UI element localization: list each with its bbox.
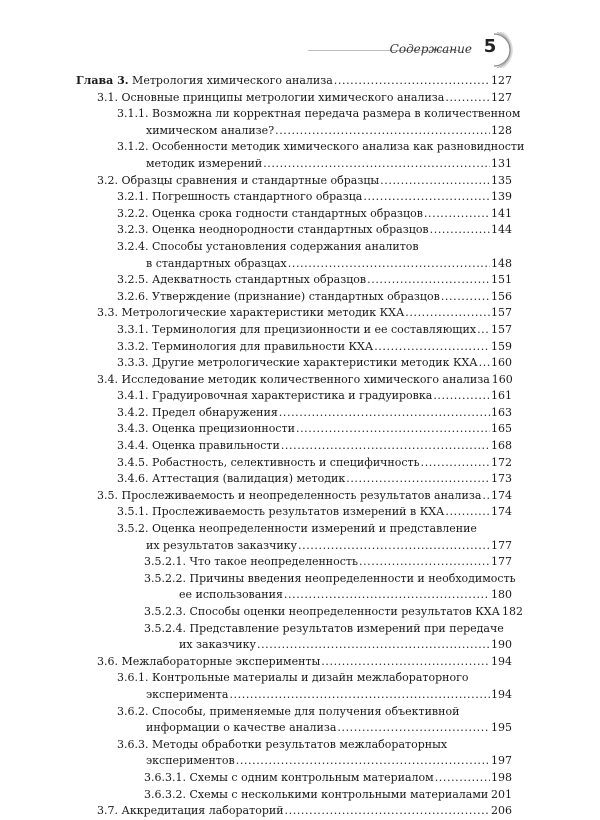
dot-leader xyxy=(367,272,490,289)
toc-entry-continuation xyxy=(0,156,600,173)
toc-entry-page: 194 xyxy=(491,654,512,668)
toc-entry-title: Аккредитация лабораторий xyxy=(118,804,284,818)
toc-entry-title: Основные принципы метрологии химического анализа xyxy=(118,90,445,104)
toc-entry-number: 3.5.2.4. xyxy=(144,621,186,635)
toc-entry-title: Другие метрологические характеристики методик КХА xyxy=(148,356,478,370)
dot-leader xyxy=(363,189,490,206)
toc-entry-number: 3.4. xyxy=(97,372,118,386)
toc-entry xyxy=(0,670,600,687)
toc-entry xyxy=(0,770,600,787)
toc-entry-title-continued: их заказчику xyxy=(179,638,256,652)
toc-entry-number: 3.2.2. xyxy=(117,206,149,220)
toc-entry-page: 201 xyxy=(491,787,512,801)
chapter-page: 127 xyxy=(491,74,512,87)
toc-entry-number: 3.3.3. xyxy=(117,356,149,370)
toc-entry-title: Аттестация (валидация) методик xyxy=(148,472,346,486)
toc-entry-number: 3.6.3.2. xyxy=(144,787,186,801)
toc-entry xyxy=(0,787,600,804)
dot-leader xyxy=(445,504,490,521)
toc-entry-number: 3.2.4. xyxy=(117,239,149,253)
toc-entry-number: 3.5.1. xyxy=(117,505,149,519)
toc-entry-title: Межлабораторные эксперименты xyxy=(118,654,321,668)
toc-entry-number: 3.6.3.1. xyxy=(144,770,186,784)
toc-entry-page: 195 xyxy=(491,721,512,735)
toc-entry-page: 156 xyxy=(491,289,512,303)
dot-leader xyxy=(288,256,490,273)
toc-entry-page: 168 xyxy=(491,439,512,453)
toc-entry xyxy=(0,621,600,638)
toc-entry-page: 139 xyxy=(491,190,512,204)
dot-leader xyxy=(296,421,490,438)
toc-entry-page: 157 xyxy=(491,322,512,336)
toc-entry-title: Оценка правильности xyxy=(148,439,280,453)
toc-entry-number: 3.4.1. xyxy=(117,389,149,403)
dot-leader xyxy=(433,388,490,405)
toc-entry xyxy=(0,405,600,422)
toc-entry-page: 198 xyxy=(491,770,512,784)
toc-entry xyxy=(0,289,600,306)
toc-entry-number: 3.6.2. xyxy=(117,704,149,718)
toc-entry-page: 180 xyxy=(491,588,512,602)
dot-leader xyxy=(405,305,490,322)
dot-leader xyxy=(380,173,490,190)
toc-entry-title-continued: экспериментов xyxy=(146,754,235,768)
toc-entry xyxy=(0,305,600,322)
toc-entry xyxy=(0,471,600,488)
toc-entry-page: 173 xyxy=(491,472,512,486)
toc-entry xyxy=(0,521,600,538)
dot-leader xyxy=(489,787,490,804)
toc-entry xyxy=(0,571,600,588)
toc-entry xyxy=(0,355,600,372)
toc-entry-title: Оценка срока годности стандартных образцов xyxy=(148,206,423,220)
toc-entry-page: 194 xyxy=(491,687,512,701)
dot-leader xyxy=(441,289,490,306)
toc-entry-continuation xyxy=(0,587,600,604)
dot-leader xyxy=(477,322,490,339)
dot-leader xyxy=(257,637,490,654)
toc-entry-title-continued: методик измерений xyxy=(146,156,263,170)
toc-entry-continuation xyxy=(0,637,600,654)
toc-entry-title: Методы обработки результатов межлабораторных xyxy=(148,737,448,751)
chapter-title: Метрология химического анализа xyxy=(128,74,333,87)
toc-chapter xyxy=(0,73,600,90)
toc-entry-number: 3.3.2. xyxy=(117,339,149,353)
toc-entry-page: 128 xyxy=(491,123,512,137)
toc-entry-number: 3.7. xyxy=(97,804,118,818)
toc-entry xyxy=(0,189,600,206)
table-of-contents xyxy=(0,73,600,820)
toc-entry-number: 3.4.6. xyxy=(117,472,149,486)
toc-entry-page: 172 xyxy=(491,455,512,469)
toc-entry xyxy=(0,90,600,107)
toc-entry xyxy=(0,554,600,571)
toc-entry-title-continued: химическом анализе? xyxy=(146,123,275,137)
dot-leader xyxy=(229,687,490,704)
toc-entry xyxy=(0,803,600,820)
toc-entry-title: Способы установления содержания аналитов xyxy=(148,239,419,253)
toc-entry xyxy=(0,704,600,721)
chapter-label: Глава 3. xyxy=(76,74,129,87)
toc-entry-title: Утверждение (признание) стандартных образцов xyxy=(148,289,440,303)
toc-entry-title: Образцы сравнения и стандартные образцы xyxy=(118,173,380,187)
toc-entry-continuation xyxy=(0,123,600,140)
toc-entry xyxy=(0,488,600,505)
dot-leader xyxy=(285,803,490,820)
toc-entry xyxy=(0,322,600,339)
dot-leader xyxy=(435,770,490,787)
toc-entry-continuation xyxy=(0,720,600,737)
toc-entry-title: Представление результатов измерений при передаче xyxy=(185,621,504,635)
toc-entry-title: Оценка неоднородности стандартных образцов xyxy=(148,223,429,237)
toc-entry-number: 3.4.4. xyxy=(117,439,149,453)
dot-leader xyxy=(374,339,490,356)
toc-entry-number: 3.6.1. xyxy=(117,671,149,685)
dot-leader xyxy=(284,587,490,604)
toc-entry-title: Что такое неопределенность xyxy=(185,555,358,569)
toc-entry-continuation xyxy=(0,256,600,273)
toc-entry xyxy=(0,173,600,190)
toc-entry-number: 3.5.2.3. xyxy=(144,605,186,618)
toc-entry-title-continued: эксперимента xyxy=(146,687,229,701)
toc-entry-number: 3.1.1. xyxy=(117,107,149,121)
dot-leader xyxy=(359,554,490,571)
toc-entry-title: Способы, применяемые для получения объективной xyxy=(148,704,460,718)
toc-entry-page: 141 xyxy=(491,206,512,220)
toc-entry-title-continued: в стандартных образцах xyxy=(146,256,287,270)
dot-leader xyxy=(482,488,490,505)
running-header xyxy=(0,32,600,62)
toc-entry-page: 161 xyxy=(491,389,512,403)
toc-entry-title: Оценка неопределенности измерений и представление xyxy=(148,522,477,536)
dot-leader xyxy=(479,355,490,372)
toc-entry-title-continued: ее использования xyxy=(179,588,283,602)
toc-entry-title: Исследование методик количественного химического анализа xyxy=(118,372,490,386)
toc-entry xyxy=(0,206,600,223)
toc-entry-number: 3.5.2.1. xyxy=(144,555,186,569)
toc-entry-page: 190 xyxy=(491,638,512,652)
toc-entry-page: 182 xyxy=(501,605,523,618)
toc-entry-number: 3.1.2. xyxy=(117,140,149,154)
toc-entry xyxy=(0,106,600,123)
toc-entry-title: Способы оценки неопределенности результатов КХА xyxy=(185,605,500,618)
toc-entry xyxy=(0,272,600,289)
dot-leader xyxy=(281,438,490,455)
dot-leader xyxy=(421,455,490,472)
toc-entry xyxy=(0,654,600,671)
dot-leader xyxy=(430,222,490,239)
toc-entry-page: 131 xyxy=(491,156,512,170)
dot-leader xyxy=(424,206,490,223)
page-number: 5 xyxy=(483,36,497,57)
toc-entry-number: 3.4.2. xyxy=(117,405,149,419)
dot-leader xyxy=(445,90,490,107)
toc-entry-page: 160 xyxy=(491,372,513,386)
toc-entry xyxy=(0,139,600,156)
dot-leader xyxy=(275,123,490,140)
toc-entry-page: 206 xyxy=(491,804,512,818)
toc-entry-title-continued: информации о качестве анализа xyxy=(146,721,337,735)
toc-entry-number: 3.5.2.2. xyxy=(144,571,186,585)
toc-entry-number: 3.2.6. xyxy=(117,289,149,303)
toc-entry-number: 3.3.1. xyxy=(117,322,149,336)
dot-leader xyxy=(346,471,490,488)
toc-entry-continuation xyxy=(0,538,600,555)
dot-leader xyxy=(321,654,490,671)
toc-entry-number: 3.4.3. xyxy=(117,422,149,436)
toc-entry xyxy=(0,388,600,405)
toc-entry-title: Прослеживаемость результатов измерений в КХА xyxy=(148,505,445,519)
toc-entry xyxy=(0,455,600,472)
toc-entry-title-continued: их результатов заказчику xyxy=(146,538,298,552)
toc-entry-page: 151 xyxy=(491,273,512,287)
toc-entry-page: 174 xyxy=(491,505,512,519)
toc-entry-number: 3.5.2. xyxy=(117,522,149,536)
toc-entry xyxy=(0,222,600,239)
dot-leader xyxy=(298,538,490,555)
dot-leader xyxy=(263,156,490,173)
toc-entry-page: 144 xyxy=(491,223,512,237)
toc-entry-page: 197 xyxy=(491,754,512,768)
toc-entry-title: Робастность, селективность и специфичность xyxy=(148,455,420,469)
toc-entry-page: 165 xyxy=(491,422,512,436)
toc-entry-title: Адекватность стандартных образцов xyxy=(148,273,367,287)
toc-entry-title: Предел обнаружения xyxy=(148,405,278,419)
toc-entry-title: Метрологические характеристики методик КХА xyxy=(118,306,405,320)
toc-entry-page: 159 xyxy=(491,339,512,353)
toc-entry-page: 135 xyxy=(491,173,512,187)
toc-entry xyxy=(0,339,600,356)
dot-leader xyxy=(279,405,490,422)
toc-entry-page: 174 xyxy=(491,488,512,502)
dot-leader xyxy=(334,73,490,90)
toc-entry-title: Схемы с несколькими контрольными материалами xyxy=(185,787,489,801)
toc-entry xyxy=(0,604,600,621)
toc-entry xyxy=(0,421,600,438)
toc-entry xyxy=(0,737,600,754)
toc-entry-number: 3.1. xyxy=(97,90,118,104)
toc-entry-title: Оценка прецизионности xyxy=(148,422,295,436)
toc-entry-title: Погрешность стандартного образца xyxy=(148,190,363,204)
toc-entry-page: 177 xyxy=(491,538,512,552)
toc-entry-number: 3.3. xyxy=(97,306,118,320)
toc-entry-title: Особенности методик химического анализа как разновидности xyxy=(148,140,525,154)
toc-entry-page: 177 xyxy=(491,555,512,569)
toc-entry-page: 148 xyxy=(491,256,512,270)
toc-entry-page: 163 xyxy=(491,405,512,419)
toc-entry-page: 127 xyxy=(491,90,512,104)
dot-leader xyxy=(236,753,490,770)
toc-entry-number: 3.4.5. xyxy=(117,455,149,469)
toc-entry xyxy=(0,504,600,521)
toc-entry-number: 3.2.5. xyxy=(117,273,149,287)
toc-entry-number: 3.2. xyxy=(97,173,118,187)
toc-entry-number: 3.6. xyxy=(97,654,118,668)
header-title: Содержание xyxy=(389,42,472,56)
toc-entry-number: 3.6.3. xyxy=(117,737,149,751)
toc-entry-title: Терминология для прецизионности и ее составляющих xyxy=(148,322,477,336)
toc-entry xyxy=(0,372,600,389)
dot-leader xyxy=(337,720,490,737)
toc-entry-number: 3.2.1. xyxy=(117,190,149,204)
toc-entry-page: 160 xyxy=(491,356,512,370)
toc-entry-title: Прослеживаемость и неопределенность результатов анализа xyxy=(118,488,482,502)
toc-entry-title: Контрольные материалы и дизайн межлабораторного xyxy=(148,671,469,685)
toc-entry-title: Возможна ли корректная передача размера в количественном xyxy=(148,107,521,121)
toc-entry-number: 3.5. xyxy=(97,488,118,502)
toc-entry-page: 157 xyxy=(491,306,512,320)
toc-entry xyxy=(0,239,600,256)
toc-entry xyxy=(0,438,600,455)
toc-entry-title: Причины введения неопределенности и необходимость xyxy=(185,571,516,585)
toc-entry-continuation xyxy=(0,753,600,770)
toc-entry-continuation xyxy=(0,687,600,704)
toc-entry-title: Схемы с одним контрольным материалом xyxy=(185,770,434,784)
toc-entry-title: Терминология для правильности КХА xyxy=(148,339,374,353)
toc-entry-number: 3.2.3. xyxy=(117,223,149,237)
toc-entry-title: Градуировочная характеристика и градуировка xyxy=(148,389,433,403)
